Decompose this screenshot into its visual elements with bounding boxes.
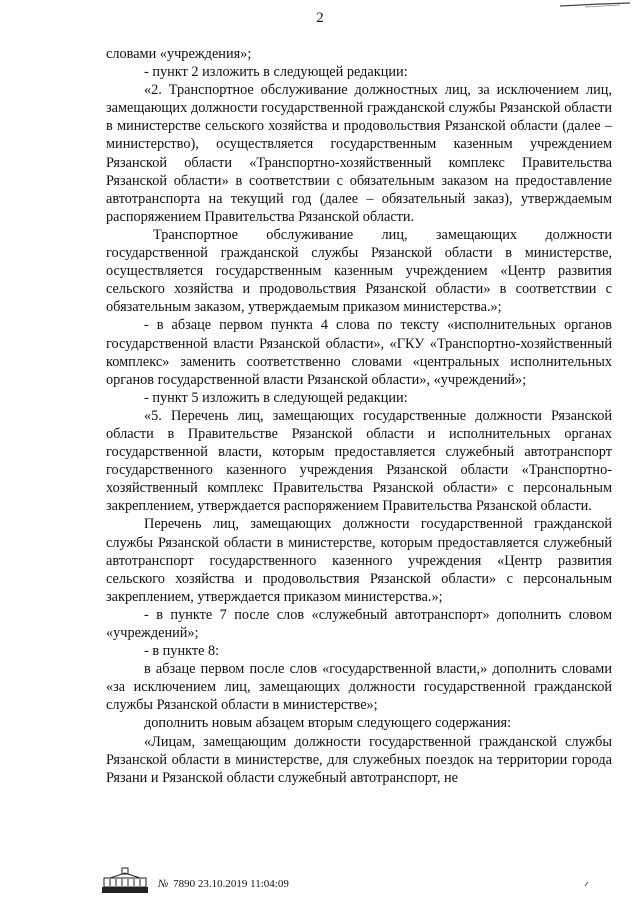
registration-footer xyxy=(100,862,289,894)
paragraph: дополнить новым абзацем вторым следующего содержания: xyxy=(144,715,512,732)
document-body xyxy=(106,45,612,787)
paragraph: «2. Транспортное обслуживание должностных лиц, за исключением лиц, замещающих должности государственной гражданской службы Рязанской области в министерстве сельского хозяйства и продовольствия Рязанской области (далее – министерство), осуществляется государственным казенным учреждением Рязанской области «Транспортно-хозяйственный комплекс Правительства Рязанской области» в соответствии с обязательным заказом на предоставление автотранспорта на текущий год (далее – обязательный заказ), утверждаемым распоряжением Правительства Рязанской области. xyxy=(106,82,612,225)
paragraph: Перечень лиц, замещающих должности государственной гражданской службы Рязанской области в министерстве, которым предоставляется служебный автотранспорт государственного казенного учреждения «Центр развития сельского хозяйства и продовольствия Рязанской области» с персональным закреплением, утверждается приказом министерства.»; xyxy=(106,516,612,605)
paragraph: «Лицам, замещающим должности государственной гражданской службы Рязанской области в министерстве, для служебных поездок на территории города Рязани и Рязанской области служебный автотранспорт, не xyxy=(106,733,612,786)
scan-artifact xyxy=(560,2,630,8)
paragraph: «5. Перечень лиц, замещающих государственные должности Рязанской области в Правительстве Рязанской области и исполнительных органах государственной власти, которым предоставляется служебный автотранспорт государственного казенного учреждения Рязанской области «Транспортно-хозяйственный комплекс Правительства Рязанской области» с персональным закреплением, утверждается распоряжением Правительства Рязанской области. xyxy=(106,407,612,515)
paragraph: - в пункте 7 после слов «служебный автотранспорт» дополнить словом «учреждений»; xyxy=(106,606,612,641)
paragraph: - пункт 2 изложить в следующей редакции: xyxy=(144,64,408,81)
scan-dot xyxy=(584,880,592,888)
paragraph: Транспортное обслуживание лиц, замещающих должности государственной гражданской службы Рязанской области в министерстве, осуществляется государственным казенным учреждением «Центр развития сельского хозяйства и продовольствия Рязанской области» в соответствии с обязательным заказом, утверждаемым приказом министерства.»; xyxy=(106,226,612,316)
registration-datetime: 23.10.2019 11:04:09 xyxy=(197,878,289,890)
registration-stamp xyxy=(158,878,289,890)
paragraph: - в абзаце первом пункта 4 слова по тексту «исполнительных органов государственной власти Рязанской области», «ГКУ «Транспортно-хозяйственный комплекс» заменить соответственно словами «центральных исполнительных органов государственной власти Рязанской области», «учреждений»; xyxy=(106,317,612,388)
number-sign: № xyxy=(158,878,169,890)
page-number: 2 xyxy=(316,10,324,26)
paragraph: - пункт 5 изложить в следующей редакции: xyxy=(144,389,408,406)
paragraph: в абзаце первом после слов «государственной власти,» дополнить словами «за исключением лиц, замещающих должности государственной гражданской службы Рязанской области в министерстве»; xyxy=(106,661,612,714)
paragraph: словами «учреждения»; xyxy=(106,46,252,62)
paragraph: - в пункте 8: xyxy=(144,643,220,660)
government-building-logo-icon xyxy=(100,866,150,894)
document-number: 7890 xyxy=(173,878,196,890)
